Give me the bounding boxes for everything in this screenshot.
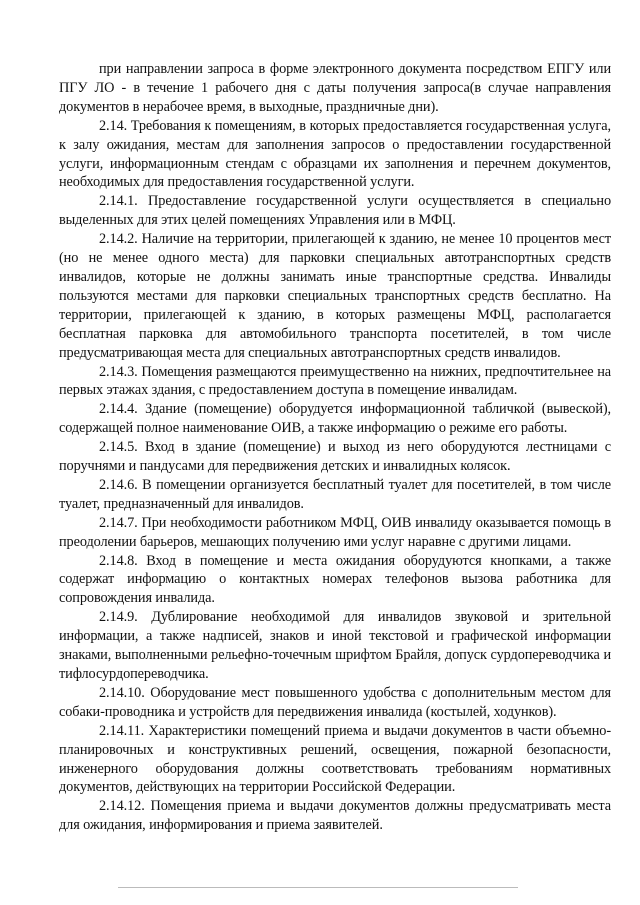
paragraph-continuation: при направлении запроса в форме электронного документа посредством ЕПГУ или ПГУ ЛО - в течение 1 рабочего дня с даты получения запроса(в случае направления документов в нерабочее время, в выходные, праздничные дни). (59, 61, 611, 115)
paragraph-2-14-3: 2.14.3. Помещения размещаются преимущественно на нижних, предпочтительнее на первых этажах здания, с предоставлением доступа в помещение инвалидам. (59, 363, 611, 399)
paragraph-2-14-1: 2.14.1. Предоставление государственной услуги осуществляется в специально выделенных для этих целей помещениях Управления или в МФЦ. (59, 193, 611, 229)
paragraph-2-14-6: 2.14.6. В помещении организуется бесплатный туалет для посетителей, в том числе туалет, предназначенный для инвалидов. (59, 476, 611, 512)
paragraph-2-14: 2.14. Требования к помещениям, в которых предоставляется государственная услуга, к залу ожидания, местам для заполнения запросов о предоставлении государственной услуги, информационным стендам с образцами их заполнения и перечнем документов, необходимых для предоставления государственной услуги. (59, 117, 611, 191)
paragraph-2-14-2: 2.14.2. Наличие на территории, прилегающей к зданию, не менее 10 процентов мест (но не менее одного места) для парковки специальных автотранспортных средств инвалидов, которые не должны занимать иные транспортные средства. Инвалиды пользуются местами для парковки специальных транспортных средств бесплатно. На территории, прилегающей к зданию, в которых размещены МФЦ, располагается бесплатная парковка для автомобильного транспорта посетителей, в том числе предусматривающая места для специальных автотранспортных средств инвалидов. (59, 231, 611, 361)
document-body (59, 60, 611, 835)
paragraph-2-14-8: 2.14.8. Вход в помещение и места ожидания оборудуются кнопками, а также содержат информацию о контактных номерах телефонов вызова работника для сопровождения инвалида. (59, 552, 611, 607)
paragraph-2-14-12: 2.14.12. Помещения приема и выдачи документов должны предусматривать места для ожидания, информирования и приема заявителей. (59, 798, 611, 834)
scan-edge-line (118, 887, 518, 888)
paragraph-2-14-10: 2.14.10. Оборудование мест повышенного удобства с дополнительным местом для собаки-проводника и устройств для передвижения инвалида (костылей, ходунков). (59, 684, 611, 720)
paragraph-2-14-11: 2.14.11. Характеристики помещений приема и выдачи документов в части объемно-планировочных и конструктивных решений, освещения, пожарной безопасности, инженерного оборудования должны соответствовать требованиям нормативных документов, действующих на территории Российской Федерации. (59, 722, 611, 796)
paragraph-2-14-5: 2.14.5. Вход в здание (помещение) и выход из него оборудуются лестницами с поручнями и пандусами для передвижения детских и инвалидных колясок. (59, 439, 611, 475)
paragraph-2-14-4: 2.14.4. Здание (помещение) оборудуется информационной табличкой (вывеской), содержащей полное наименование ОИВ, а также информацию о режиме его работы. (59, 401, 611, 437)
paragraph-2-14-9: 2.14.9. Дублирование необходимой для инвалидов звуковой и зрительной информации, а также надписей, знаков и иной текстовой и графической информации знаками, выполненными рельефно-точечным шрифтом Брайля, допуск сурдопереводчика и тифлосурдопереводчика. (59, 609, 611, 682)
paragraph-2-14-7: 2.14.7. При необходимости работником МФЦ, ОИВ инвалиду оказывается помощь в преодолении барьеров, мешающих получению ими услуг наравне с другими лицами. (59, 514, 611, 550)
